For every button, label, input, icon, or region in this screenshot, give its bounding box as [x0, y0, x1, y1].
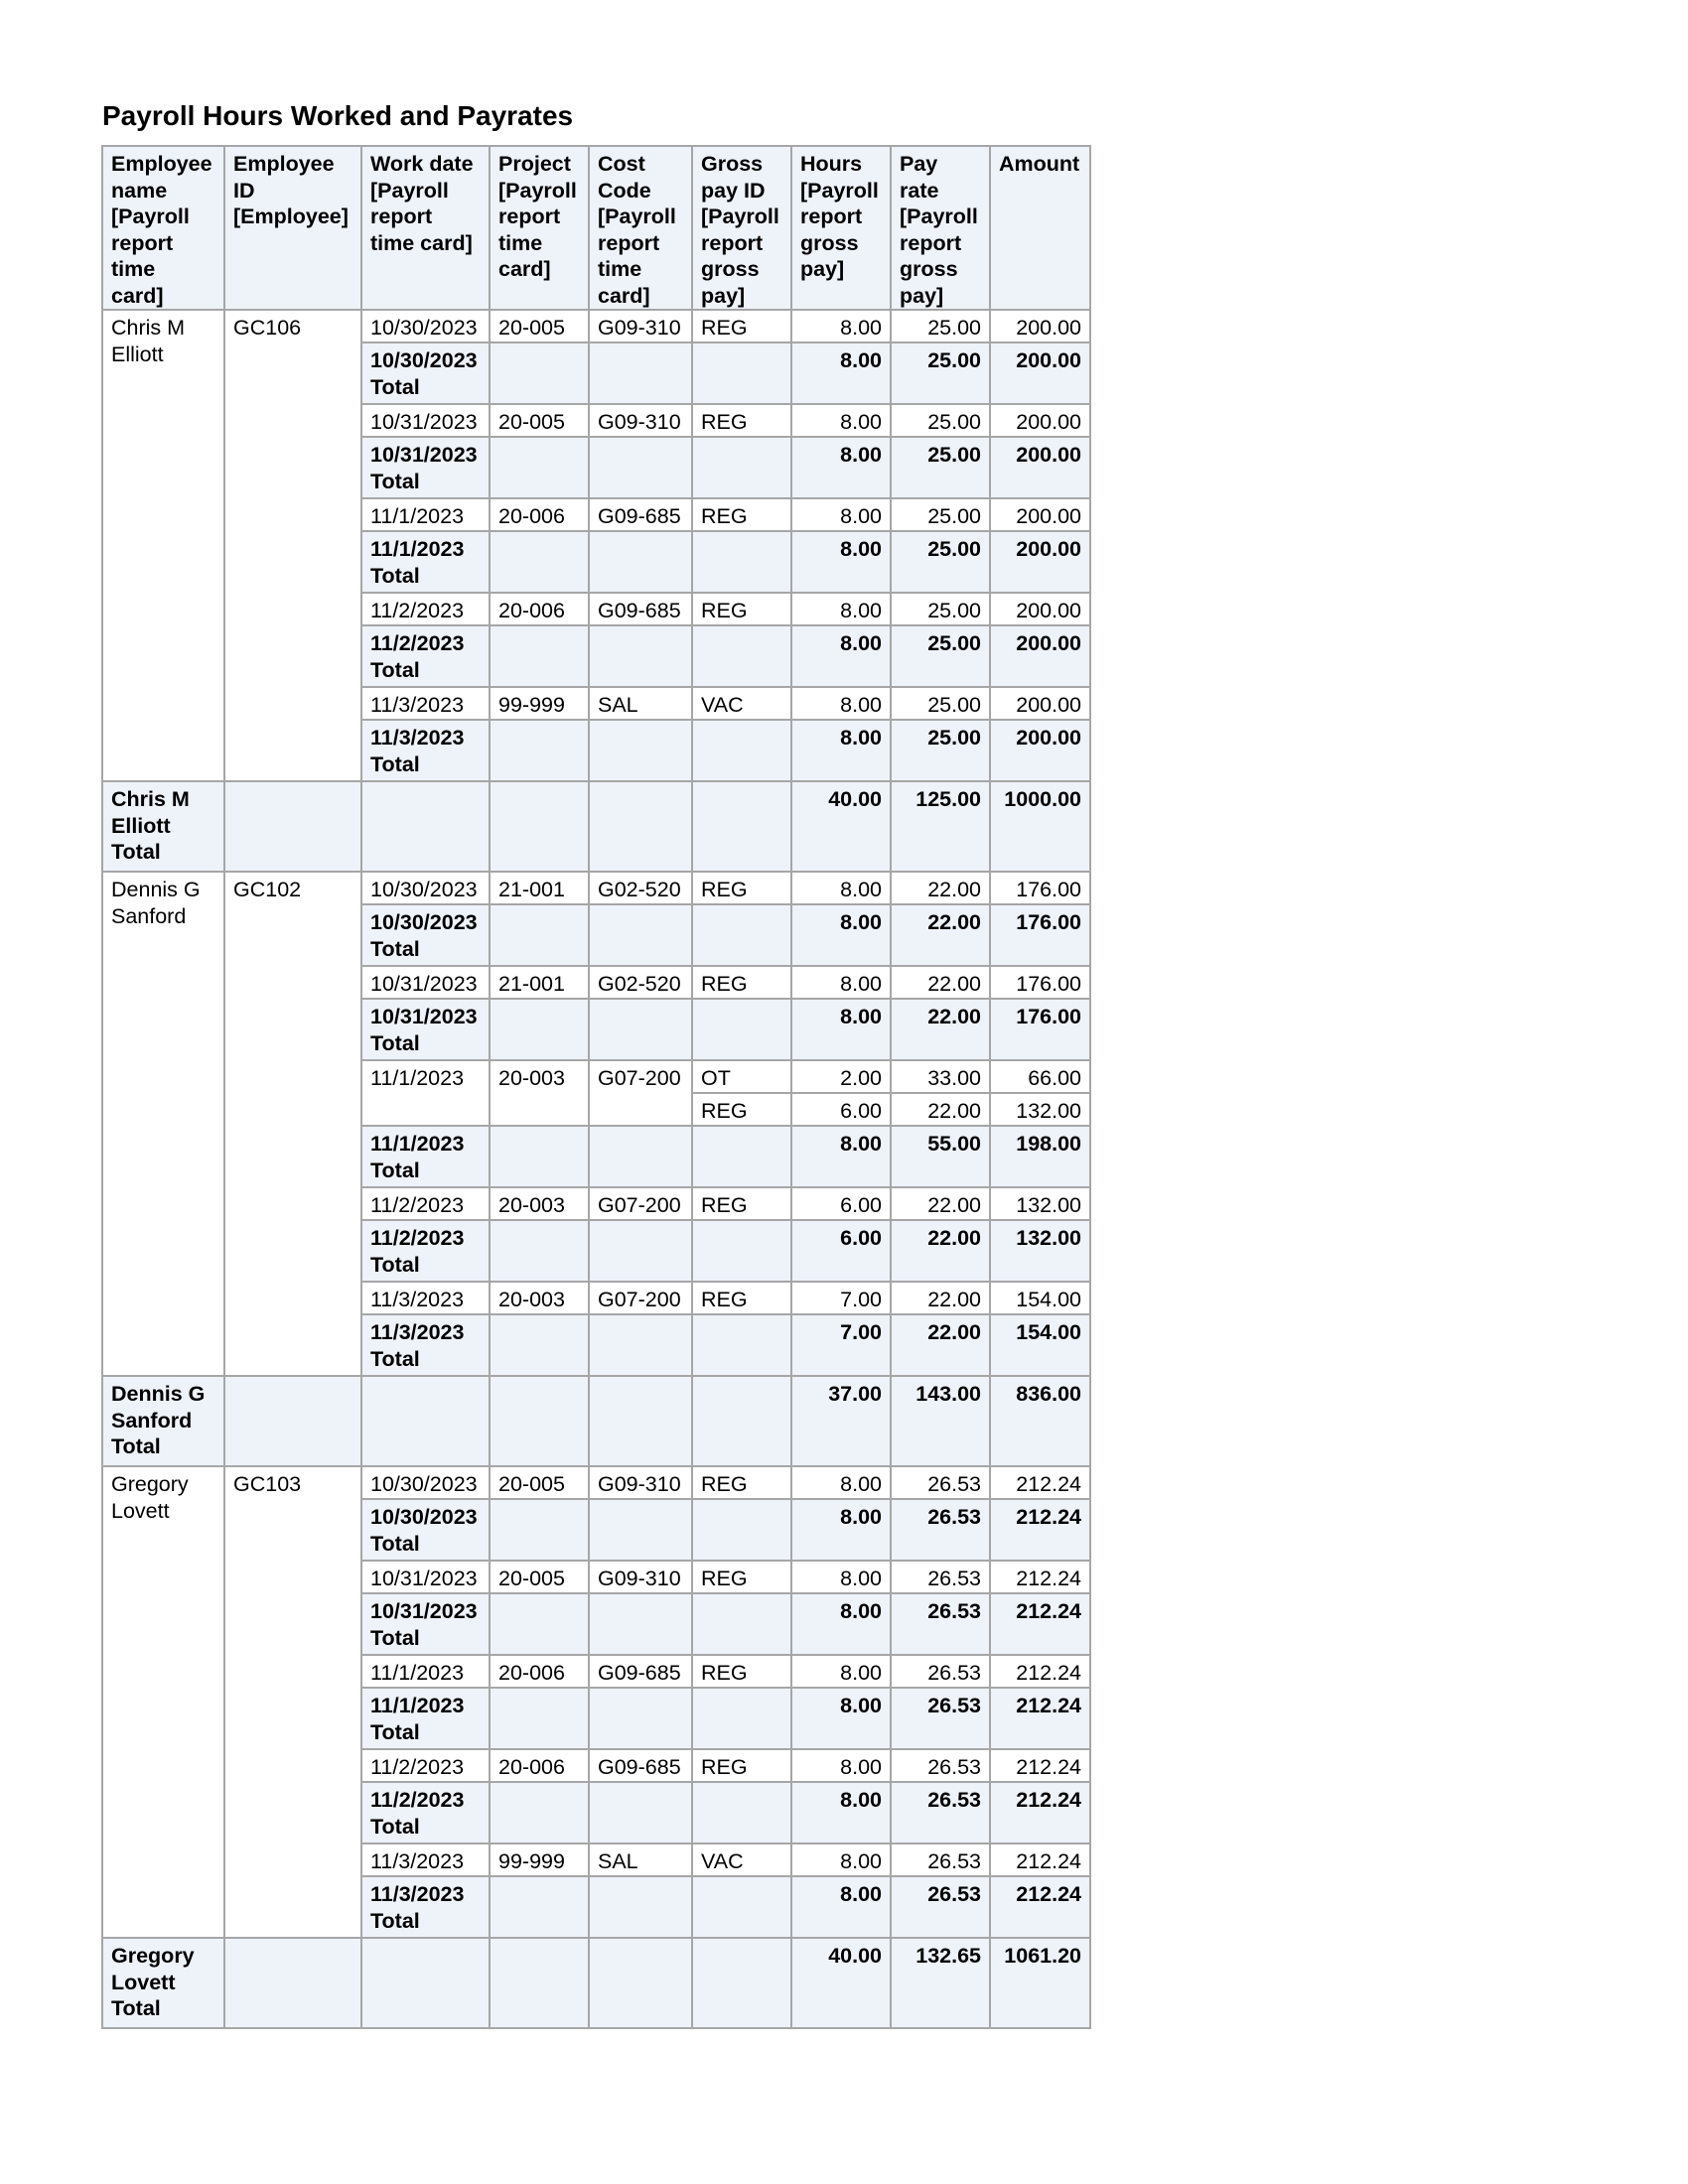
- empty-cell: [361, 781, 490, 872]
- project: 20-003: [490, 1060, 589, 1126]
- date-subtotal-label: 10/30/2023 Total: [361, 342, 490, 404]
- empty-cell: [589, 1314, 692, 1376]
- empty-cell: [589, 625, 692, 687]
- subtotal-rate: 25.00: [891, 342, 990, 404]
- project: 20-006: [490, 593, 589, 625]
- subtotal-rate: 22.00: [891, 1314, 990, 1376]
- subtotal-amount: 212.24: [990, 1782, 1090, 1843]
- amount: 154.00: [990, 1282, 1090, 1314]
- hours: 8.00: [791, 1655, 891, 1688]
- cost-code: G02-520: [589, 872, 692, 904]
- amount: 212.24: [990, 1561, 1090, 1593]
- project: 99-999: [490, 687, 589, 720]
- header-row: [102, 146, 1090, 310]
- amount: 200.00: [990, 593, 1090, 625]
- column-header: Gross pay ID [Payroll report gross pay]: [692, 146, 791, 310]
- employee-total-label: Gregory Lovett Total: [102, 1938, 224, 2028]
- subtotal-amount: 176.00: [990, 904, 1090, 966]
- date-subtotal-label: 11/2/2023 Total: [361, 625, 490, 687]
- project: 20-006: [490, 1749, 589, 1782]
- empty-cell: [692, 781, 791, 872]
- employee-name: Chris M Elliott: [102, 310, 224, 781]
- subtotal-amount: 200.00: [990, 720, 1090, 781]
- empty-cell: [692, 1314, 791, 1376]
- subtotal-rate: 22.00: [891, 904, 990, 966]
- empty-cell: [589, 342, 692, 404]
- subtotal-hours: 8.00: [791, 1876, 891, 1938]
- work-date: 11/2/2023: [361, 593, 490, 625]
- empty-cell: [589, 781, 692, 872]
- subtotal-amount: 198.00: [990, 1126, 1090, 1187]
- employee-total-amount: 836.00: [990, 1376, 1090, 1466]
- empty-cell: [490, 999, 589, 1060]
- amount: 200.00: [990, 498, 1090, 531]
- project: 20-005: [490, 404, 589, 437]
- empty-cell: [589, 1688, 692, 1749]
- date-subtotal-label: 10/31/2023 Total: [361, 1593, 490, 1655]
- cost-code: G02-520: [589, 966, 692, 999]
- column-header: Employee ID [Employee]: [224, 146, 361, 310]
- cost-code: G09-310: [589, 404, 692, 437]
- date-subtotal-label: 11/1/2023 Total: [361, 1688, 490, 1749]
- employee-total-rate: 132.65: [891, 1938, 990, 2028]
- gross-pay-id: REG: [692, 1187, 791, 1220]
- empty-cell: [692, 1782, 791, 1843]
- empty-cell: [490, 1782, 589, 1843]
- subtotal-hours: 8.00: [791, 1782, 891, 1843]
- project: 99-999: [490, 1843, 589, 1876]
- pay-rate: 25.00: [891, 593, 990, 625]
- pay-rate: 26.53: [891, 1843, 990, 1876]
- cost-code: G09-685: [589, 1655, 692, 1688]
- date-subtotal-label: 10/31/2023 Total: [361, 437, 490, 498]
- amount: 176.00: [990, 966, 1090, 999]
- cost-code: G07-200: [589, 1187, 692, 1220]
- work-date: 11/1/2023: [361, 1655, 490, 1688]
- cost-code: G09-685: [589, 593, 692, 625]
- date-subtotal-label: 10/31/2023 Total: [361, 999, 490, 1060]
- project: 20-006: [490, 1655, 589, 1688]
- empty-cell: [490, 1126, 589, 1187]
- empty-cell: [490, 1220, 589, 1282]
- pay-rate: 25.00: [891, 310, 990, 342]
- subtotal-rate: 26.53: [891, 1593, 990, 1655]
- hours: 8.00: [791, 1561, 891, 1593]
- subtotal-hours: 8.00: [791, 531, 891, 593]
- work-date: 10/31/2023: [361, 404, 490, 437]
- hours: 8.00: [791, 966, 891, 999]
- amount: 212.24: [990, 1466, 1090, 1499]
- employee-id: GC106: [224, 310, 361, 781]
- amount: 66.00: [990, 1060, 1090, 1093]
- work-date: 11/2/2023: [361, 1749, 490, 1782]
- cost-code: G09-310: [589, 310, 692, 342]
- gross-pay-id: VAC: [692, 1843, 791, 1876]
- amount: 200.00: [990, 404, 1090, 437]
- report-title: Payroll Hours Worked and Payrates: [102, 100, 574, 131]
- amount: 132.00: [990, 1093, 1090, 1126]
- hours: 8.00: [791, 687, 891, 720]
- date-subtotal-label: 11/3/2023 Total: [361, 1314, 490, 1376]
- amount: 212.24: [990, 1655, 1090, 1688]
- project: 20-005: [490, 1466, 589, 1499]
- table-row: [102, 872, 1090, 904]
- subtotal-amount: 200.00: [990, 625, 1090, 687]
- employee-total-rate: 125.00: [891, 781, 990, 872]
- employee-id: GC103: [224, 1466, 361, 1938]
- empty-cell: [589, 1938, 692, 2028]
- amount: 200.00: [990, 310, 1090, 342]
- empty-cell: [589, 1593, 692, 1655]
- date-subtotal-label: 10/30/2023 Total: [361, 1499, 490, 1561]
- employee-id: GC102: [224, 872, 361, 1376]
- work-date: 10/30/2023: [361, 1466, 490, 1499]
- gross-pay-id: REG: [692, 593, 791, 625]
- empty-cell: [490, 1499, 589, 1561]
- column-header: Work date [Payroll report time card]: [361, 146, 490, 310]
- cost-code: G09-310: [589, 1466, 692, 1499]
- amount: 132.00: [990, 1187, 1090, 1220]
- empty-cell: [490, 1876, 589, 1938]
- subtotal-hours: 8.00: [791, 1593, 891, 1655]
- empty-cell: [490, 342, 589, 404]
- cost-code: SAL: [589, 1843, 692, 1876]
- subtotal-amount: 212.24: [990, 1688, 1090, 1749]
- empty-cell: [692, 342, 791, 404]
- subtotal-hours: 8.00: [791, 904, 891, 966]
- hours: 6.00: [791, 1093, 891, 1126]
- hours: 8.00: [791, 593, 891, 625]
- date-subtotal-label: 11/1/2023 Total: [361, 531, 490, 593]
- payroll-table: [101, 145, 1091, 2029]
- empty-cell: [692, 1220, 791, 1282]
- empty-cell: [490, 904, 589, 966]
- column-header: Project [Payroll report time card]: [490, 146, 589, 310]
- empty-cell: [490, 1688, 589, 1749]
- amount: 176.00: [990, 872, 1090, 904]
- column-header: Cost Code [Payroll report time card]: [589, 146, 692, 310]
- project: 20-003: [490, 1282, 589, 1314]
- date-subtotal-label: 11/2/2023 Total: [361, 1220, 490, 1282]
- project: 21-001: [490, 966, 589, 999]
- cost-code: G07-200: [589, 1060, 692, 1126]
- empty-cell: [692, 999, 791, 1060]
- empty-cell: [490, 1376, 589, 1466]
- empty-cell: [490, 1593, 589, 1655]
- empty-cell: [589, 1876, 692, 1938]
- subtotal-hours: 8.00: [791, 1688, 891, 1749]
- subtotal-amount: 200.00: [990, 437, 1090, 498]
- subtotal-amount: 176.00: [990, 999, 1090, 1060]
- hours: 7.00: [791, 1282, 891, 1314]
- amount: 212.24: [990, 1843, 1090, 1876]
- employee-total-hours: 40.00: [791, 781, 891, 872]
- gross-pay-id: REG: [692, 310, 791, 342]
- work-date: 10/30/2023: [361, 310, 490, 342]
- gross-pay-id: REG: [692, 1466, 791, 1499]
- empty-cell: [589, 1499, 692, 1561]
- subtotal-hours: 8.00: [791, 999, 891, 1060]
- date-subtotal-label: 11/1/2023 Total: [361, 1126, 490, 1187]
- empty-cell: [589, 720, 692, 781]
- work-date: 11/1/2023: [361, 498, 490, 531]
- empty-cell: [692, 625, 791, 687]
- employee-total-hours: 40.00: [791, 1938, 891, 2028]
- employee-total-row: [102, 1938, 1090, 2028]
- empty-cell: [692, 1938, 791, 2028]
- empty-cell: [490, 1938, 589, 2028]
- pay-rate: 22.00: [891, 1282, 990, 1314]
- employee-name: Dennis G Sanford: [102, 872, 224, 1376]
- empty-cell: [692, 1876, 791, 1938]
- subtotal-hours: 8.00: [791, 1499, 891, 1561]
- gross-pay-id: OT: [692, 1060, 791, 1093]
- table-row: [102, 310, 1090, 342]
- gross-pay-id: REG: [692, 404, 791, 437]
- pay-rate: 26.53: [891, 1749, 990, 1782]
- subtotal-rate: 55.00: [891, 1126, 990, 1187]
- pay-rate: 26.53: [891, 1655, 990, 1688]
- subtotal-hours: 8.00: [791, 1126, 891, 1187]
- subtotal-hours: 8.00: [791, 625, 891, 687]
- empty-cell: [692, 437, 791, 498]
- cost-code: G09-685: [589, 1749, 692, 1782]
- employee-name: Gregory Lovett: [102, 1466, 224, 1938]
- employee-total-amount: 1061.20: [990, 1938, 1090, 2028]
- work-date: 10/31/2023: [361, 966, 490, 999]
- cost-code: G09-310: [589, 1561, 692, 1593]
- pay-rate: 33.00: [891, 1060, 990, 1093]
- subtotal-hours: 8.00: [791, 437, 891, 498]
- hours: 8.00: [791, 498, 891, 531]
- empty-cell: [490, 720, 589, 781]
- date-subtotal-label: 11/3/2023 Total: [361, 720, 490, 781]
- subtotal-amount: 132.00: [990, 1220, 1090, 1282]
- pay-rate: 25.00: [891, 404, 990, 437]
- hours: 8.00: [791, 872, 891, 904]
- pay-rate: 22.00: [891, 966, 990, 999]
- empty-cell: [490, 437, 589, 498]
- empty-cell: [692, 904, 791, 966]
- date-subtotal-label: 10/30/2023 Total: [361, 904, 490, 966]
- empty-cell: [361, 1376, 490, 1466]
- subtotal-hours: 8.00: [791, 342, 891, 404]
- empty-cell: [589, 1126, 692, 1187]
- employee-total-hours: 37.00: [791, 1376, 891, 1466]
- hours: 8.00: [791, 310, 891, 342]
- amount: 200.00: [990, 687, 1090, 720]
- empty-cell: [589, 1376, 692, 1466]
- gross-pay-id: REG: [692, 966, 791, 999]
- subtotal-hours: 7.00: [791, 1314, 891, 1376]
- pay-rate: 26.53: [891, 1561, 990, 1593]
- empty-cell: [490, 625, 589, 687]
- project: 20-005: [490, 310, 589, 342]
- pay-rate: 25.00: [891, 687, 990, 720]
- empty-cell: [589, 904, 692, 966]
- pay-rate: 25.00: [891, 498, 990, 531]
- empty-cell: [490, 531, 589, 593]
- empty-cell: [692, 1499, 791, 1561]
- gross-pay-id: REG: [692, 1749, 791, 1782]
- subtotal-amount: 212.24: [990, 1499, 1090, 1561]
- project: 20-006: [490, 498, 589, 531]
- empty-cell: [224, 781, 361, 872]
- work-date: 10/30/2023: [361, 872, 490, 904]
- hours: 6.00: [791, 1187, 891, 1220]
- hours: 8.00: [791, 404, 891, 437]
- empty-cell: [692, 720, 791, 781]
- subtotal-amount: 200.00: [990, 342, 1090, 404]
- work-date: 11/2/2023: [361, 1187, 490, 1220]
- empty-cell: [224, 1938, 361, 2028]
- gross-pay-id: REG: [692, 498, 791, 531]
- empty-cell: [589, 1782, 692, 1843]
- hours: 8.00: [791, 1843, 891, 1876]
- employee-total-label: Dennis G Sanford Total: [102, 1376, 224, 1466]
- subtotal-rate: 25.00: [891, 720, 990, 781]
- empty-cell: [224, 1376, 361, 1466]
- employee-total-amount: 1000.00: [990, 781, 1090, 872]
- gross-pay-id: VAC: [692, 687, 791, 720]
- project: 20-005: [490, 1561, 589, 1593]
- subtotal-rate: 25.00: [891, 531, 990, 593]
- gross-pay-id: REG: [692, 1655, 791, 1688]
- empty-cell: [692, 1688, 791, 1749]
- subtotal-amount: 212.24: [990, 1876, 1090, 1938]
- subtotal-rate: 26.53: [891, 1782, 990, 1843]
- pay-rate: 22.00: [891, 872, 990, 904]
- date-subtotal-label: 11/3/2023 Total: [361, 1876, 490, 1938]
- date-subtotal-label: 11/2/2023 Total: [361, 1782, 490, 1843]
- subtotal-rate: 25.00: [891, 437, 990, 498]
- empty-cell: [692, 1126, 791, 1187]
- table-row: [102, 1466, 1090, 1499]
- gross-pay-id: REG: [692, 1561, 791, 1593]
- employee-total-rate: 143.00: [891, 1376, 990, 1466]
- hours: 8.00: [791, 1749, 891, 1782]
- work-date: 11/3/2023: [361, 687, 490, 720]
- subtotal-rate: 26.53: [891, 1688, 990, 1749]
- gross-pay-id: REG: [692, 1093, 791, 1126]
- column-header: Employee name [Payroll report time card]: [102, 146, 224, 310]
- amount: 212.24: [990, 1749, 1090, 1782]
- pay-rate: 22.00: [891, 1187, 990, 1220]
- subtotal-amount: 154.00: [990, 1314, 1090, 1376]
- empty-cell: [692, 1593, 791, 1655]
- column-header: Amount: [990, 146, 1090, 310]
- pay-rate: 26.53: [891, 1466, 990, 1499]
- subtotal-amount: 212.24: [990, 1593, 1090, 1655]
- subtotal-amount: 200.00: [990, 531, 1090, 593]
- subtotal-rate: 22.00: [891, 999, 990, 1060]
- cost-code: SAL: [589, 687, 692, 720]
- subtotal-rate: 25.00: [891, 625, 990, 687]
- column-header: Pay rate [Payroll report gross pay]: [891, 146, 990, 310]
- work-date: 11/3/2023: [361, 1843, 490, 1876]
- employee-total-label: Chris M Elliott Total: [102, 781, 224, 872]
- project: 21-001: [490, 872, 589, 904]
- pay-rate: 22.00: [891, 1093, 990, 1126]
- employee-total-row: [102, 781, 1090, 872]
- hours: 8.00: [791, 1466, 891, 1499]
- subtotal-rate: 26.53: [891, 1499, 990, 1561]
- empty-cell: [490, 781, 589, 872]
- empty-cell: [589, 531, 692, 593]
- subtotal-rate: 22.00: [891, 1220, 990, 1282]
- cost-code: G07-200: [589, 1282, 692, 1314]
- subtotal-hours: 6.00: [791, 1220, 891, 1282]
- empty-cell: [692, 1376, 791, 1466]
- empty-cell: [361, 1938, 490, 2028]
- subtotal-rate: 26.53: [891, 1876, 990, 1938]
- column-header: Hours [Payroll report gross pay]: [791, 146, 891, 310]
- work-date: 10/31/2023: [361, 1561, 490, 1593]
- empty-cell: [692, 531, 791, 593]
- gross-pay-id: REG: [692, 872, 791, 904]
- empty-cell: [589, 437, 692, 498]
- work-date: 11/1/2023: [361, 1060, 490, 1126]
- table-body: [102, 310, 1090, 2028]
- empty-cell: [589, 999, 692, 1060]
- gross-pay-id: REG: [692, 1282, 791, 1314]
- project: 20-003: [490, 1187, 589, 1220]
- subtotal-hours: 8.00: [791, 720, 891, 781]
- empty-cell: [589, 1220, 692, 1282]
- employee-total-row: [102, 1376, 1090, 1466]
- cost-code: G09-685: [589, 498, 692, 531]
- empty-cell: [490, 1314, 589, 1376]
- work-date: 11/3/2023: [361, 1282, 490, 1314]
- hours: 2.00: [791, 1060, 891, 1093]
